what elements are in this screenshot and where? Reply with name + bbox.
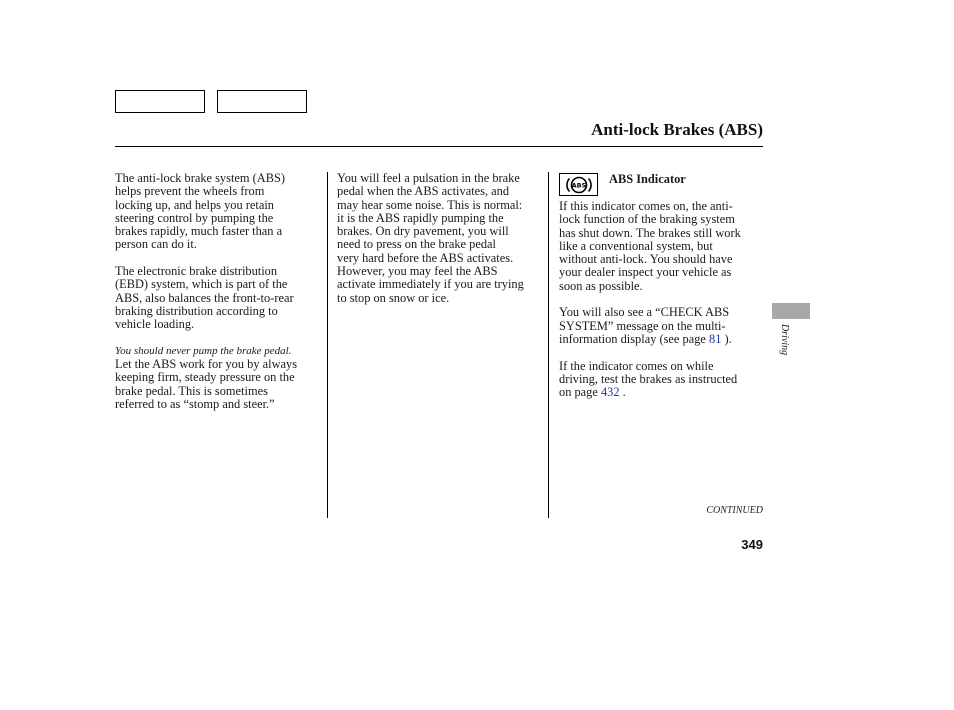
page-title: Anti-lock Brakes (ABS) (591, 120, 763, 139)
indicator-paragraph: If this indicator comes on, the anti- lock function of the braking system has shut down. The brakes still work like a conventional system, but without anti-lock. You should have your dealer inspect your vehicle as soon as possible. (559, 199, 741, 293)
abs-indicator-icon (559, 173, 598, 196)
abs-indicator-heading: ABS Indicator (609, 171, 686, 186)
page-81-link[interactable]: 81 (709, 331, 722, 346)
column-3 (559, 172, 763, 413)
column-divider-2 (548, 172, 549, 518)
brake-caption: You should never pump the brake pedal. (115, 344, 292, 357)
column-divider-1 (327, 172, 328, 518)
title-divider (115, 146, 763, 147)
abs-symbol-text: ABS (571, 181, 586, 190)
section-tab[interactable] (772, 303, 810, 319)
check-abs-paragraph (559, 306, 763, 346)
continued-label: CONTINUED (706, 505, 763, 516)
check-abs-text: You will also see a “CHECK ABS SYSTEM” message on the multi- information display (see page (559, 305, 730, 346)
test-brakes-text-end: . (619, 385, 626, 400)
abs-indicator-header (559, 172, 763, 197)
ebd-paragraph: The electronic brake distribution (EBD) system, which is part of the ABS, also balances the front-to-rear braking distribution according to vehicle loading. (115, 264, 294, 332)
column-2 (337, 172, 543, 318)
column-1 (115, 172, 320, 425)
check-abs-text-end: ). (721, 331, 732, 346)
stomp-steer-paragraph: Let the ABS work for you by always keeping firm, steady pressure on the brake pedal. This is sometimes referred to as “stomp and steer.” (115, 357, 298, 412)
pulsation-paragraph: You will feel a pulsation in the brake pedal when the ABS activates, and may hear some noise. This is normal: it is the ABS rapidly pumping the brakes. On dry pavement, you will need to press on the brake pedal very hard before the ABS activates. However, you may feel the ABS activate immediately if you are trying to stop on snow or ice. (337, 171, 524, 305)
abs-symbol-icon (565, 175, 593, 195)
nav-button-previous[interactable] (115, 90, 205, 113)
test-brakes-paragraph (559, 360, 763, 400)
test-brakes-text: If the indicator comes on while driving, test the brakes as instructed on page (559, 358, 738, 400)
page-432-link[interactable]: 432 (600, 385, 620, 400)
nav-button-next[interactable] (217, 90, 307, 113)
abs-intro-paragraph: The anti-lock brake system (ABS) helps prevent the wheels from locking up, and helps you retain steering control by pumping the brakes rapidly, much faster than a person can do it. (115, 171, 285, 252)
section-label: Driving (779, 324, 790, 356)
page-number: 349 (741, 537, 763, 552)
